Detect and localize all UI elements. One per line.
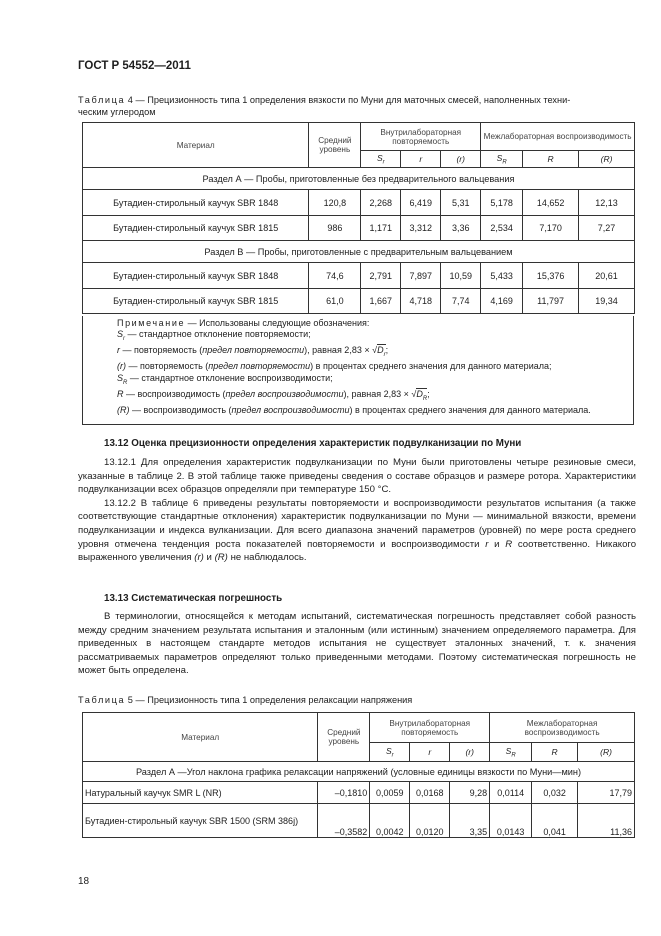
p2-part-b: и (494, 538, 500, 550)
p2-part-e: не наблюдалось. (230, 552, 307, 564)
note-SR: — стандартное отклонение воспроизводимости; (129, 372, 333, 383)
table4-cell: Бутадиен-стирольный каучук SBR 1815 (83, 289, 309, 314)
table5-sym-SR: $S_R$ (490, 743, 532, 762)
table4-cell: 2,534 (481, 216, 523, 241)
table4-cell: Бутадиен-стирольный каучук SBR 1815 (83, 216, 309, 241)
table5-sym-sr: $S_r$ (370, 743, 410, 762)
table5-cell: Бутадиен-стирольный каучук SBR 1500 (SRM 386j) (83, 804, 318, 838)
table5-cell: 3,35 (450, 804, 490, 838)
sqrt-icon: $√D_R$ (411, 388, 428, 402)
table4-caption-prefix: Таблица (78, 95, 126, 105)
note-sym-sr: $S_r$ (117, 329, 126, 343)
table4-cell: 7,897 (401, 263, 441, 289)
document-header: ГОСТ Р 54552—2011 (78, 60, 191, 72)
note-R-part3: ), равная 2,83 × (343, 388, 409, 399)
note-R-part2: предел воспроизводимости (225, 388, 344, 399)
table5-section-a: Раздел А —Угол наклона графика релаксации напряжений (условные единицы вязкости по Муни—мин) (83, 762, 635, 782)
note-sr: — стандартное отклонение повторяемости; (127, 329, 311, 340)
table4-cell: 12,13 (579, 190, 635, 216)
table4-caption-number: 4 (127, 95, 133, 105)
table4-sym-r: r (401, 151, 441, 168)
paragraph-13-12-2 (78, 497, 636, 565)
table4-caption-line2: ческим углеродом (78, 107, 156, 117)
table5-sym-r-pct: (r) (450, 743, 490, 762)
table4-cell: 1,667 (361, 289, 401, 314)
table-row (83, 190, 635, 216)
table4 (82, 122, 635, 314)
p2-sym-R-pct: (R) (214, 552, 228, 564)
table4-cell: 6,419 (401, 190, 441, 216)
table4-cell: 120,8 (309, 190, 361, 216)
section-13-13-heading: 13.13 Систематическая погрешность (104, 593, 283, 604)
paragraph-13-12-1: 13.12.1 Для определения характеристик подвулканизации по Муни были приготовлены четыре резиновые смеси, указанные в таблице 2. В этой таблице также приведены сведения о составе образцов и размере ротора. Характеристики подвулканизации всех образцов определяли при температуре 150 °С. (78, 457, 636, 496)
note-rp-part3: ) в процентах среднего значения для данного материала; (310, 361, 552, 372)
table5-sym-R: R (532, 743, 578, 762)
table5-cell: 0,0120 (410, 804, 450, 838)
table4-header-repeatability: Внутрилабораторная повторяемость (361, 123, 481, 151)
table4-section-b: Раздел В — Пробы, приготовленные с предварительным вальцеванием (83, 241, 635, 263)
note-sym-r-pct: (r) (117, 361, 126, 372)
page-number: 18 (78, 876, 90, 887)
table4-cell: 15,376 (523, 263, 579, 289)
note-intro: — Использованы следующие обозначения: (187, 318, 370, 328)
paragraph-13-13: В терминологии, относящейся к методам испытаний, систематическая погрешность представляет собой разность между средним значением результата испытания и эталонным (или истинным) значением определяемого параметра. Для приведенных в настоящем стандарте методов испытания не существует эталонных значений, т. к. значения рассматриваемых параметров определяют только приведенными методами. Поэтому систематическая погрешность не может быть определена. (78, 611, 636, 677)
table5-cell: Натуральный каучук SMR L (NR) (83, 782, 318, 804)
table4-note: Примечание — Использованы следующие обозначения: $S_r$ — стандартное отклонение повторяемости; r — повторяемость (предел повторяемости), равная $2,83 \times √D_r$; (r) — повторяемость (предел повторяемости) в процентах среднего значения для данного материала; $S_R$ — стандартное отклонение воспроизводимости; R — воспроизводимость (предел воспроизводимости), равная $2,83 \times √D_R$; (R) — воспроизводимость (предел воспроизводимости) в процентах среднего значения для данного материала. (82, 316, 634, 425)
table-row (83, 263, 635, 289)
table4-cell: 2,791 (361, 263, 401, 289)
note-R-part1: — воспроизводимость ( (126, 388, 226, 399)
table4-cell: 11,797 (523, 289, 579, 314)
table4-sym-sr: $S_r$ (361, 151, 401, 168)
table4-cell: Бутадиен-стирольный каучук SBR 1848 (83, 190, 309, 216)
table5-caption-number: 5 (127, 695, 133, 705)
table5-cell: 17,79 (578, 782, 635, 804)
table4-sym-R: R (523, 151, 579, 168)
table4-cell: 5,178 (481, 190, 523, 216)
section-13-12-heading: 13.12 Оценка прецизионности определения характеристик подвулканизации по Муни (104, 438, 522, 449)
p2-part-c: соответственно. Никакого выраженного увеличения (78, 538, 637, 564)
table4-cell: 74,6 (309, 263, 361, 289)
table4-cell: Бутадиен-стирольный каучук SBR 1848 (83, 263, 309, 289)
note-Rp-part1: — воспроизводимость ( (132, 404, 232, 415)
table4-cell: 20,61 (579, 263, 635, 289)
note-Rp-part3: ) в процентах среднего значения для данного материала. (349, 404, 591, 415)
table5-cell: 11,36 (578, 804, 635, 838)
table4-sym-R-pct: (R) (579, 151, 635, 168)
table5-cell: –0,3582 (318, 804, 370, 838)
table4-cell: 3,36 (441, 216, 481, 241)
note-r-part1: — повторяемость ( (122, 345, 203, 356)
table4-caption (78, 94, 638, 118)
table5-cell: 0,0042 (370, 804, 410, 838)
table5-cell: –0,1810 (318, 782, 370, 804)
table5-cell: 0,0114 (490, 782, 532, 804)
table5-caption-text: — Прецизионность типа 1 определения релаксации напряжения (135, 695, 413, 705)
note-rp-part1: — повторяемость ( (128, 361, 209, 372)
table5 (82, 712, 635, 838)
p2-sym-r-pct: (r) (194, 552, 204, 564)
table4-cell: 14,652 (523, 190, 579, 216)
table4-cell: 7,170 (523, 216, 579, 241)
note-r-part2: предел повторяемости (202, 345, 305, 356)
table-row (83, 289, 635, 314)
note-r-part3: ), равная 2,83 × (304, 345, 370, 356)
p2-part-a: 13.12.2 В таблице 6 приведены результаты повторяемости и воспроизводимости результатов испытания (а также соответствующие стандартные отклонения) характеристик подвулканизации по Муни — минимальной вязкости, времени подвулканизации и индекса вулканизации. Для всего диапазона значений параметров (уровней) по мере роста среднего уровня отмечена тенденция роста показателей повторяемости и воспроизводимости (78, 497, 636, 550)
table5-caption-prefix: Таблица (78, 695, 126, 705)
table4-cell: 10,59 (441, 263, 481, 289)
note-sym-r: r (117, 345, 120, 356)
note-Rp-part2: предел воспроизводимости (231, 404, 350, 415)
table4-caption-text: — Прецизионность типа 1 определения вязкости по Муни для маточных смесей, наполненных техни- (135, 95, 571, 105)
note-sym-SR: $S_R$ (117, 372, 128, 386)
section-13-13-body (78, 610, 636, 678)
table5-header-mean: Средний уровень (318, 713, 370, 762)
p2-sym-r: r (485, 538, 489, 550)
table4-header-material: Материал (83, 123, 309, 168)
note-sym-R-pct: (R) (117, 404, 130, 415)
table-row (83, 782, 635, 804)
table4-cell: 4,718 (401, 289, 441, 314)
table4-cell: 7,74 (441, 289, 481, 314)
table5-cell: 0,041 (532, 804, 578, 838)
table4-cell: 986 (309, 216, 361, 241)
table5-cell: 9,28 (450, 782, 490, 804)
note-sym-R: R (117, 388, 124, 399)
table4-cell: 5,433 (481, 263, 523, 289)
table4-cell: 19,34 (579, 289, 635, 314)
table4-cell: 61,0 (309, 289, 361, 314)
sqrt-icon: $√D_r$ (372, 345, 386, 359)
p2-sym-R: R (505, 538, 513, 550)
table4-header-reproducibility: Межлабораторная воспроизводимость (481, 123, 635, 151)
table-row (83, 216, 635, 241)
table4-cell: 5,31 (441, 190, 481, 216)
note-label: Примечание (117, 318, 186, 328)
table5-header-reproducibility: Межлабораторная воспроизводимость (490, 713, 635, 743)
table4-header-mean: Средний уровень (309, 123, 361, 168)
table4-section-a: Раздел А — Пробы, приготовленные без предварительного вальцевания (83, 168, 635, 190)
table5-header-repeatability: Внутрилабораторная повторяемость (370, 713, 490, 743)
table4-cell: 7,27 (579, 216, 635, 241)
table5-cell: 0,0143 (490, 804, 532, 838)
table4-sym-r-pct: (r) (441, 151, 481, 168)
table5-cell: 0,032 (532, 782, 578, 804)
table5-cell: 0,0168 (410, 782, 450, 804)
table-row (83, 804, 635, 838)
table4-cell: 4,169 (481, 289, 523, 314)
p2-part-d: и (206, 552, 212, 564)
table5-sym-R-pct: (R) (578, 743, 635, 762)
table5-sym-r: r (410, 743, 450, 762)
table4-sym-SR: $S_R$ (481, 151, 523, 168)
table5-cell: 0,0059 (370, 782, 410, 804)
table5-caption (78, 694, 412, 706)
table4-cell: 1,171 (361, 216, 401, 241)
section-13-12-body (78, 456, 636, 565)
table4-cell: 2,268 (361, 190, 401, 216)
table5-header-material: Материал (83, 713, 318, 762)
table4-cell: 3,312 (401, 216, 441, 241)
note-rp-part2: предел повторяемости (208, 361, 311, 372)
